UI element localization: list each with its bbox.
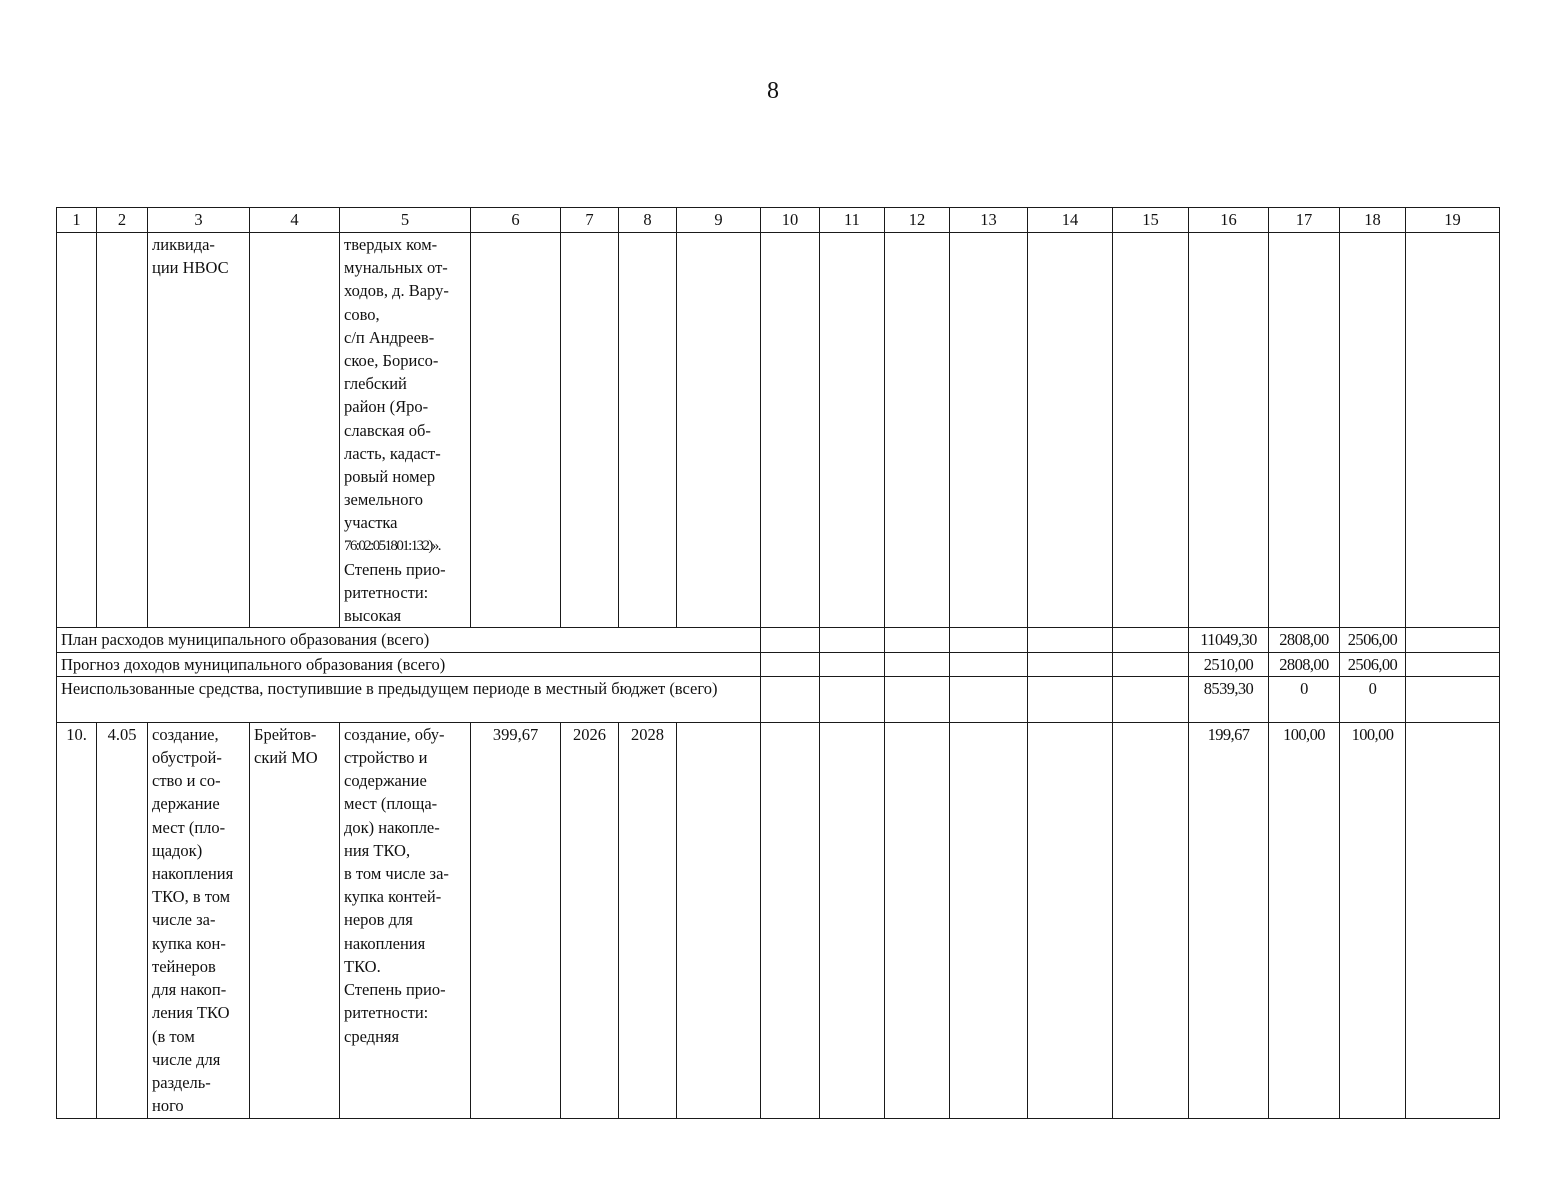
municipality-cell: Брейтов- ский МО: [250, 722, 340, 1118]
description-line: с/п Андреев-: [344, 327, 435, 347]
measure-code: 4.05: [97, 722, 148, 1118]
description-line: славская об-: [344, 420, 431, 440]
column-number: 1: [57, 208, 97, 233]
column-number: 11: [820, 208, 885, 233]
summary-label: План расходов муниципального образования (всего): [57, 628, 761, 652]
column-number: 2: [97, 208, 148, 233]
column-number: 13: [950, 208, 1028, 233]
column-numbers-row: [57, 208, 1500, 233]
summary-value-col17: 0: [1269, 676, 1340, 722]
column-number: 19: [1406, 208, 1500, 233]
description-line: ласть, кадаст-: [344, 443, 441, 463]
column-number: 12: [885, 208, 950, 233]
summary-value-col17: 2808,00: [1269, 652, 1340, 676]
column-number: 5: [340, 208, 471, 233]
summary-row-income: [57, 652, 1500, 676]
summary-row-unused-funds: [57, 676, 1500, 722]
column-number: 8: [619, 208, 677, 233]
description-line: земельного: [344, 490, 424, 510]
summary-row-expenses: [57, 628, 1500, 652]
description-line: глебский: [344, 374, 407, 394]
column-number: 6: [471, 208, 561, 233]
budget-table: [56, 207, 1500, 1119]
value-col18: 100,00: [1340, 722, 1406, 1118]
description-line: твердых ком-: [344, 235, 438, 254]
summary-value-col18: 2506,00: [1340, 652, 1406, 676]
description-line: ходов, д. Вару-: [344, 281, 449, 301]
column-number: 15: [1113, 208, 1189, 233]
column-number: 16: [1189, 208, 1269, 233]
value-col17: 100,00: [1269, 722, 1340, 1118]
column-number: 14: [1028, 208, 1113, 233]
cadastral-number: 76:02:051801:132)».: [344, 537, 440, 554]
summary-value-col18: 2506,00: [1340, 628, 1406, 652]
value-col16: 199,67: [1189, 722, 1269, 1118]
summary-label: Неиспользованные средства, поступившие в предыдущем периоде в местный бюджет (всего): [57, 676, 761, 722]
measure-name-cell: ликвида- ции НВОС: [148, 233, 250, 628]
column-number: 4: [250, 208, 340, 233]
total-cost-cell: 399,67: [471, 722, 561, 1118]
column-number: 9: [677, 208, 761, 233]
description-line: ровый номер: [344, 467, 436, 487]
measure-description-cell: [340, 233, 471, 628]
description-line: мунальных от-: [344, 258, 448, 278]
page-number: 8: [767, 78, 779, 104]
summary-value-col16: 8539,30: [1189, 676, 1269, 722]
end-year-cell: 2028: [619, 722, 677, 1118]
column-number: 7: [561, 208, 619, 233]
measure-name-cell: создание, обустрой- ство и со- держание мест (пло- щадок) накопления ТКО, в том числе за- купка кон- тейнеров для накоп- ления ТКО (в том числе для раздель- ного: [148, 722, 250, 1118]
measure-description-cell: создание, обу- стройство и содержание мест (площа- док) накопле- ния ТКО, в том числе за- купка контей- неров для накопления ТКО. Степень прио- ритетности: средняя: [340, 722, 471, 1118]
row-number: 10.: [57, 722, 97, 1118]
start-year-cell: 2026: [561, 722, 619, 1118]
continuation-row: [57, 233, 1500, 628]
description-line: участка: [344, 513, 398, 533]
description-line: район (Яро-: [344, 397, 429, 417]
column-number: 3: [148, 208, 250, 233]
table-row-10: [57, 722, 1500, 1118]
description-line: сово,: [344, 304, 380, 324]
summary-value-col18: 0: [1340, 676, 1406, 722]
summary-value-col16: 2510,00: [1189, 652, 1269, 676]
summary-label: Прогноз доходов муниципального образования (всего): [57, 652, 761, 676]
summary-value-col17: 2808,00: [1269, 628, 1340, 652]
column-number: 10: [761, 208, 820, 233]
column-number: 17: [1269, 208, 1340, 233]
summary-value-col16: 11049,30: [1189, 628, 1269, 652]
description-line: ское, Борисо-: [344, 351, 439, 371]
column-number: 18: [1340, 208, 1406, 233]
priority-text: Степень прио- ритетности: высокая: [344, 559, 446, 626]
